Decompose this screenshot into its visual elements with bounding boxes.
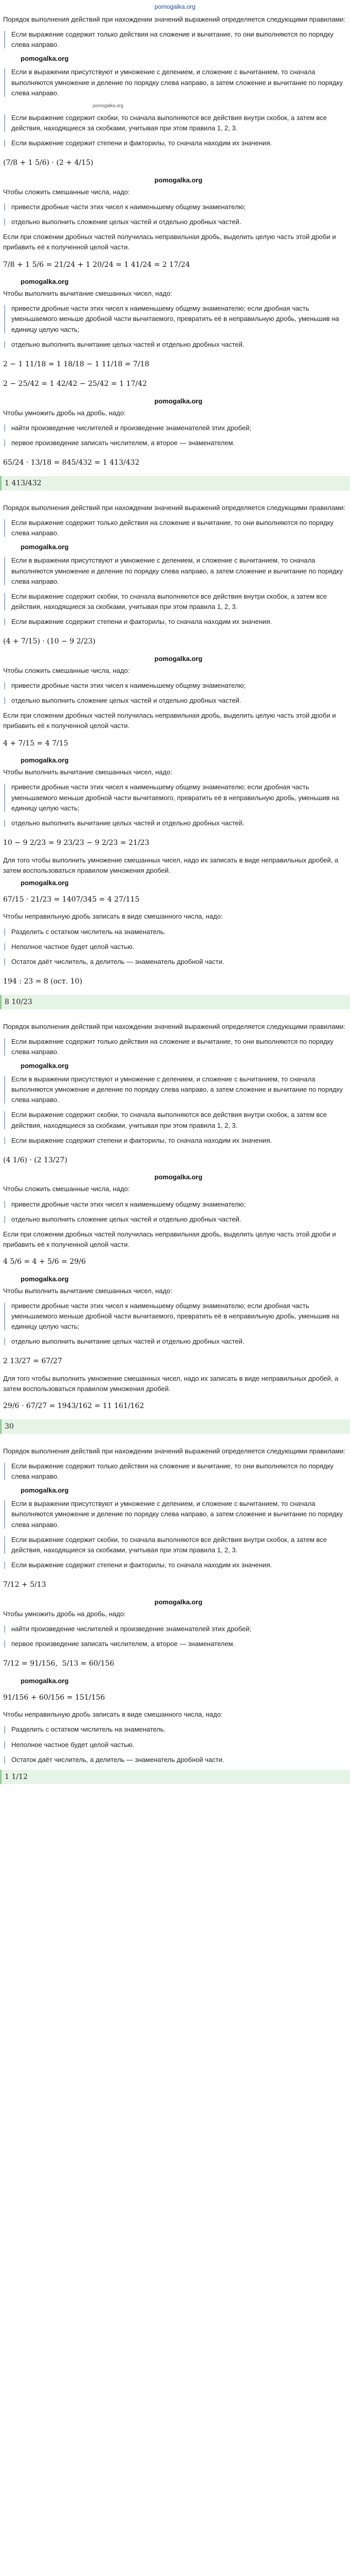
- mul-frac-intro: Чтобы умножить дробь на дробь, надо:: [3, 1609, 126, 1618]
- answer-box: 30: [0, 1419, 350, 1434]
- sub-mixed-step-1: привести дробные части этих чисел к наименьшему общему знаменателю; если дробная часть уменьшаемого меньше дробной части вычитаемого, превратить её в неправильную дробь, уменьшив на единицу целую часть;: [0, 782, 350, 813]
- expression: (4 + 7/15) · (10 − 9 2/23): [3, 637, 96, 646]
- answer-box: 1 413/432: [0, 476, 350, 490]
- convert-mixed-step-1: Разделить с остатком числитель на знаменатель.: [0, 927, 350, 937]
- rule-1: Если выражение содержит только действия на сложение и вычитание, то они выполняются по порядку слева направо.: [0, 518, 350, 538]
- mul-frac-step-1: найти произведение числителей и произведение знаменателей этих дробей;: [0, 423, 350, 433]
- watermark: pomogalka.org: [21, 878, 69, 887]
- convert-improper-note: Для того чтобы выполнить умножение смешанных чисел, надо их записать в виде неправильных дробей, а затем воспользоваться правилом умножения дробей.: [3, 856, 339, 874]
- order-intro: Порядок выполнения действий при нахождении значений выражений определяется следующими правилами:: [3, 1022, 346, 1030]
- division-step: 194 : 23 = 8 (ост. 10): [3, 977, 82, 986]
- calc-step: 29/6 · 67/27 = 1943/162 = 11 161/162: [3, 1402, 144, 1411]
- mul-frac-intro: Чтобы умножить дробь на дробь, надо:: [3, 409, 126, 417]
- rule-3: Если выражение содержит скобки, то сначала выполняются все действия внутри скобок, а затем все действия, находящиеся за скобками, учитывая при этом правила 1, 2, 3.: [0, 1535, 350, 1555]
- add-mixed-step-2: отдельно выполнить сложение целых частей и отдельно дробных частей.: [0, 217, 350, 227]
- watermark: pomogalka.org: [154, 176, 203, 184]
- convert-mixed-intro: Чтобы неправильную дробь записать в виде смешанного числа, надо:: [3, 912, 223, 921]
- calc-step: 10 − 9 2/23 = 9 23/23 − 9 2/23 = 21/23: [3, 838, 149, 847]
- watermark: pomogalka.org: [21, 543, 69, 551]
- add-mixed-step-1: привести дробные части этих чисел к наименьшему общему знаменателю;: [0, 1199, 350, 1210]
- rule-4: Если выражение содержит степени и факторилы, то сначала находим их значения.: [0, 617, 350, 627]
- calc-step: 91/156 + 60/156 = 151/156: [3, 1693, 105, 1702]
- improper-note: Если при сложении дробных частей получилась неправильная дробь, выделить целую часть этой дроби и прибавить её к полученной целой части.: [3, 233, 336, 251]
- rule-1: Если выражение содержит только действия на сложение и вычитание, то они выполняются по порядку слева направо.: [0, 29, 350, 50]
- answer-box: 8 10/23: [0, 995, 350, 1009]
- convert-mixed-step-1: Разделить с остатком числитель на знаменатель.: [0, 1724, 350, 1735]
- sub-mixed-intro: Чтобы выполнить вычитание смешанных чисел, надо:: [3, 768, 172, 776]
- mul-frac-step-2: первое произведение записать числителем, а второе — знаменателем.: [0, 438, 350, 448]
- watermark: pomogalka.org: [21, 1061, 69, 1070]
- watermark-small: pomogalka.org: [93, 103, 124, 108]
- mul-frac-step-1: найти произведение числителей и произведение знаменателей этих дробей;: [0, 1624, 350, 1634]
- sub-mixed-step-2: отдельно выполнить вычитание целых частей и отдельно дробных частей.: [0, 1336, 350, 1347]
- add-mixed-intro: Чтобы сложить смешанные числа, надо:: [3, 1185, 130, 1193]
- rule-2: Если в выражении присутствуют и умножение с делением, и сложение с вычитанием, то сначала выполняются умножение и деление по порядку слева направо, а затем сложение и вычитание по порядку слева направо.: [0, 555, 350, 586]
- expression: (4 1/6) · (2 13/27): [3, 1156, 67, 1164]
- site-title[interactable]: pomogalka.org: [154, 3, 196, 10]
- expression: 7/12 + 5/13: [3, 1581, 46, 1589]
- calc-step: 7/12 = 91/156, 5/13 = 60/156: [3, 1659, 114, 1668]
- add-mixed-intro: Чтобы сложить смешанные числа, надо:: [3, 188, 130, 196]
- calc-step: 4 5/6 = 4 + 5/6 = 29/6: [3, 1258, 86, 1266]
- convert-improper-note: Для того чтобы выполнить умножение смешанных чисел, надо их записать в виде неправильных дробей, а затем воспользоваться правилом умножения дробей.: [3, 1375, 339, 1393]
- convert-mixed-step-2: Неполное частное будет целой частью.: [0, 1740, 350, 1750]
- convert-mixed-step-3: Остаток даёт числитель, а делитель — знаменатель дробной части.: [0, 957, 350, 967]
- rule-4: Если выражение содержит степени и факторилы, то сначала находим их значения.: [0, 1136, 350, 1146]
- watermark: pomogalka.org: [21, 278, 69, 286]
- convert-mixed-step-3: Остаток даёт числитель, а делитель — знаменатель дробной части.: [0, 1755, 350, 1765]
- watermark: pomogalka.org: [21, 1275, 69, 1283]
- add-mixed-step-2: отдельно выполнить сложение целых частей и отдельно дробных частей.: [0, 1214, 350, 1225]
- watermark: pomogalka.org: [21, 1676, 69, 1685]
- sub-mixed-step-2: отдельно выполнить вычитание целых частей и отдельно дробных частей.: [0, 340, 350, 350]
- calc-step: 67/15 · 21/23 = 1407/345 = 4 27/115: [3, 895, 139, 904]
- add-mixed-intro: Чтобы сложить смешанные числа, надо:: [3, 666, 130, 674]
- calc-step: 2 − 1 11/18 = 1 18/18 − 1 11/18 = 7/18: [3, 360, 149, 368]
- rule-3: Если выражение содержит скобки, то сначала выполняются все действия внутри скобок, а затем все действия, находящиеся за скобками, учитывая при этом правила 1, 2, 3.: [0, 1110, 350, 1130]
- sub-mixed-step-1: привести дробные части этих чисел к наименьшему общему знаменателю; если дробная часть уменьшаемого меньше дробной части вычитаемого, превратить её в неправильную дробь, уменьшив на единицу целую часть;: [0, 303, 350, 334]
- watermark: pomogalka.org: [154, 1173, 203, 1181]
- calc-step: 4 + 7/15 = 4 7/15: [3, 739, 68, 748]
- rule-2: Если в выражении присутствуют и умножение с делением, и сложение с вычитанием, то сначала выполняются умножение и деление по порядку слева направо, а затем сложение и вычитание по порядку слева направо.: [0, 1499, 350, 1530]
- sub-mixed-step-2: отдельно выполнить вычитание целых частей и отдельно дробных частей.: [0, 818, 350, 828]
- rule-2: Если в выражении присутствуют и умножение с делением, и сложение с вычитанием, то сначала выполняются умножение и деление по порядку слева направо, а затем сложение и вычитание по порядку слева направо.: [0, 1074, 350, 1105]
- add-mixed-step-1: привести дробные части этих чисел к наименьшему общему знаменателю;: [0, 681, 350, 691]
- sub-mixed-intro: Чтобы выполнить вычитание смешанных чисел, надо:: [3, 290, 172, 298]
- watermark: pomogalka.org: [21, 55, 69, 63]
- calc-step: 2 − 25/42 = 1 42/42 − 25/42 = 1 17/42: [3, 380, 147, 388]
- watermark: pomogalka.org: [21, 1486, 69, 1495]
- order-intro: Порядок выполнения действий при нахождении значений выражений определяется следующими правилами:: [3, 504, 346, 512]
- rule-4: Если выражение содержит степени и факторилы, то сначала находим их значения.: [0, 1560, 350, 1570]
- rule-1: Если выражение содержит только действия на сложение и вычитание, то они выполняются по порядку слева направо.: [0, 1037, 350, 1057]
- answer-box: 1 1/12: [0, 1770, 350, 1784]
- add-mixed-step-1: привести дробные части этих чисел к наименьшему общему знаменателю;: [0, 202, 350, 212]
- calc-step: 65/24 · 13/18 = 845/432 = 1 413/432: [3, 459, 139, 467]
- watermark: pomogalka.org: [154, 397, 203, 405]
- watermark: pomogalka.org: [21, 756, 69, 765]
- calc-step: 7/8 + 1 5/6 = 21/24 + 1 20/24 = 1 41/24 = 2 17/24: [3, 260, 190, 269]
- calc-step: 2 13/27 = 67/27: [3, 1357, 62, 1366]
- watermark: pomogalka.org: [154, 654, 203, 663]
- rule-2: Если в выражении присутствуют и умножение с делением, и сложение с вычитанием, то сначала выполняются умножение и деление по порядку слева направо, а затем сложение и вычитание по порядку слева направо.: [0, 67, 350, 98]
- rule-1: Если выражение содержит только действия на сложение и вычитание, то они выполняются по порядку слева направо.: [0, 1461, 350, 1482]
- expression: (7/8 + 1 5/6) · (2 + 4/15): [3, 159, 94, 167]
- watermark: pomogalka.org: [154, 1598, 203, 1606]
- convert-mixed-intro: Чтобы неправильную дробь записать в виде смешанного числа, надо:: [3, 1710, 223, 1719]
- convert-mixed-step-2: Неполное частное будет целой частью.: [0, 942, 350, 952]
- rule-3: Если выражение содержит скобки, то сначала выполняются все действия внутри скобок, а затем все действия, находящиеся за скобками, учитывая при этом правила 1, 2, 3.: [0, 113, 350, 133]
- improper-note: Если при сложении дробных частей получилась неправильная дробь, выделить целую часть этой дроби и прибавить её к полученной целой части.: [3, 1230, 336, 1248]
- mul-frac-step-2: первое произведение записать числителем, а второе — знаменателем.: [0, 1639, 350, 1649]
- add-mixed-step-2: отдельно выполнить сложение целых частей и отдельно дробных частей.: [0, 696, 350, 706]
- order-intro: Порядок выполнения действий при нахождении значений выражений определяется следующими правилами:: [3, 1447, 346, 1455]
- rule-4: Если выражение содержит степени и факторилы, то сначала находим их значения.: [0, 138, 350, 148]
- order-intro: Порядок выполнения действий при нахождении значений выражений определяется следующими правилами:: [3, 15, 346, 23]
- improper-note: Если при сложении дробных частей получилась неправильная дробь, выделить целую часть этой дроби и прибавить её к полученной целой части.: [3, 711, 336, 730]
- sub-mixed-intro: Чтобы выполнить вычитание смешанных чисел, надо:: [3, 1286, 172, 1295]
- rule-3: Если выражение содержит скобки, то сначала выполняются все действия внутри скобок, а затем все действия, находящиеся за скобками, учитывая при этом правила 1, 2, 3.: [0, 591, 350, 612]
- sub-mixed-step-1: привести дробные части этих чисел к наименьшему общему знаменателю; если дробная часть уменьшаемого меньше дробной части вычитаемого, превратить её в неправильную дробь, уменьшив на единицу целую часть;: [0, 1301, 350, 1332]
